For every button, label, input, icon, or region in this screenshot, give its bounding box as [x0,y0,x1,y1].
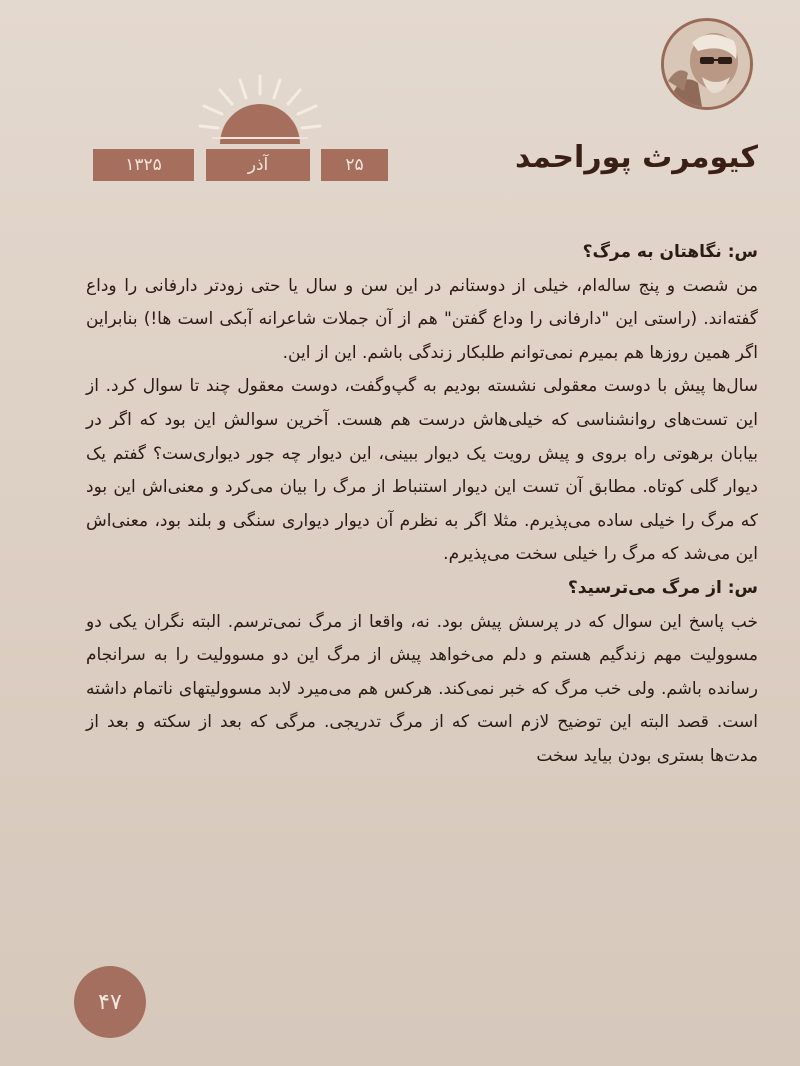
answer-paragraph: سال‌ها پیش با دوست معقولی نشسته بودیم به گپ‌وگفت، دوست معقول چند تا سوال کرد. از این تست‌های روانشناسی که خیلی‌هاش درست هم هست. آخرین سوالش این بود که اگر در بیابان برهوتی راه بروی و پیش رویت یک دیوار ببینی، این دیوار چه جور دیواری‌ست؟ گفتم یک دیوار گلی کوتاه. مطابق آن تست این دیوار استنباط از مرگ را بیان می‌کرد و معنی‌اش این بود که مرگ را خیلی ساده می‌پذیرم. مثلا اگر به نظرم آن دیوار دیواری سنگی و بلند بود، معنی‌اش این می‌شد که مرگ را خیلی سخت می‌پذیرم. [86,376,758,565]
rising-sun-icon [198,72,322,144]
interview-text [86,236,758,774]
question-heading: س: از مرگ می‌ترسید؟ [567,577,758,598]
answer-paragraph: خب پاسخ این سوال که در پرسش پیش بود. نه، واقعا از مرگ نمی‌ترسم. البته نگران یکی دو مسوولیت مهم زندگیم هستم و دلم می‌خواهد پیش از مرگ این دو مسوولیت را به سرانجام رسانده باشم. ولی خب مرگ که خبر نمی‌کند. هرکس هم می‌میرد لابد مسوولیتهای ناتمام داشته است. قصد البته این توضیح لازم است که از مرگ تدریجی. مرگی که بعد از سکته و بعد از مدت‌ها بستری بودن بیاید سخت [86,611,758,766]
date-year: ۱۳۲۵ [93,149,194,181]
question-heading: س: نگاهتان به مرگ؟ [582,242,758,262]
page-header [0,0,800,200]
author-portrait [661,18,753,110]
date-day: ۲۵ [321,149,388,181]
page-number: ۴۷ [74,966,146,1038]
author-name: کیومرث پوراحمد [514,140,758,175]
portrait-photo [664,21,750,107]
date-month: آذر [206,149,310,181]
answer-paragraph: من شصت و پنج ساله‌ام، خیلی از دوستانم در این سن و سال یا حتی زودتر دارفانی را وداع گفته‌اند. (راستی این "دارفانی را وداع گفتن" هم از آن جملات شاعرانه آبکی است ها!) بنابراین اگر همین روزها هم بمیرم نمی‌توانم طلبکار زندگی باشم. این از این. [86,275,758,363]
